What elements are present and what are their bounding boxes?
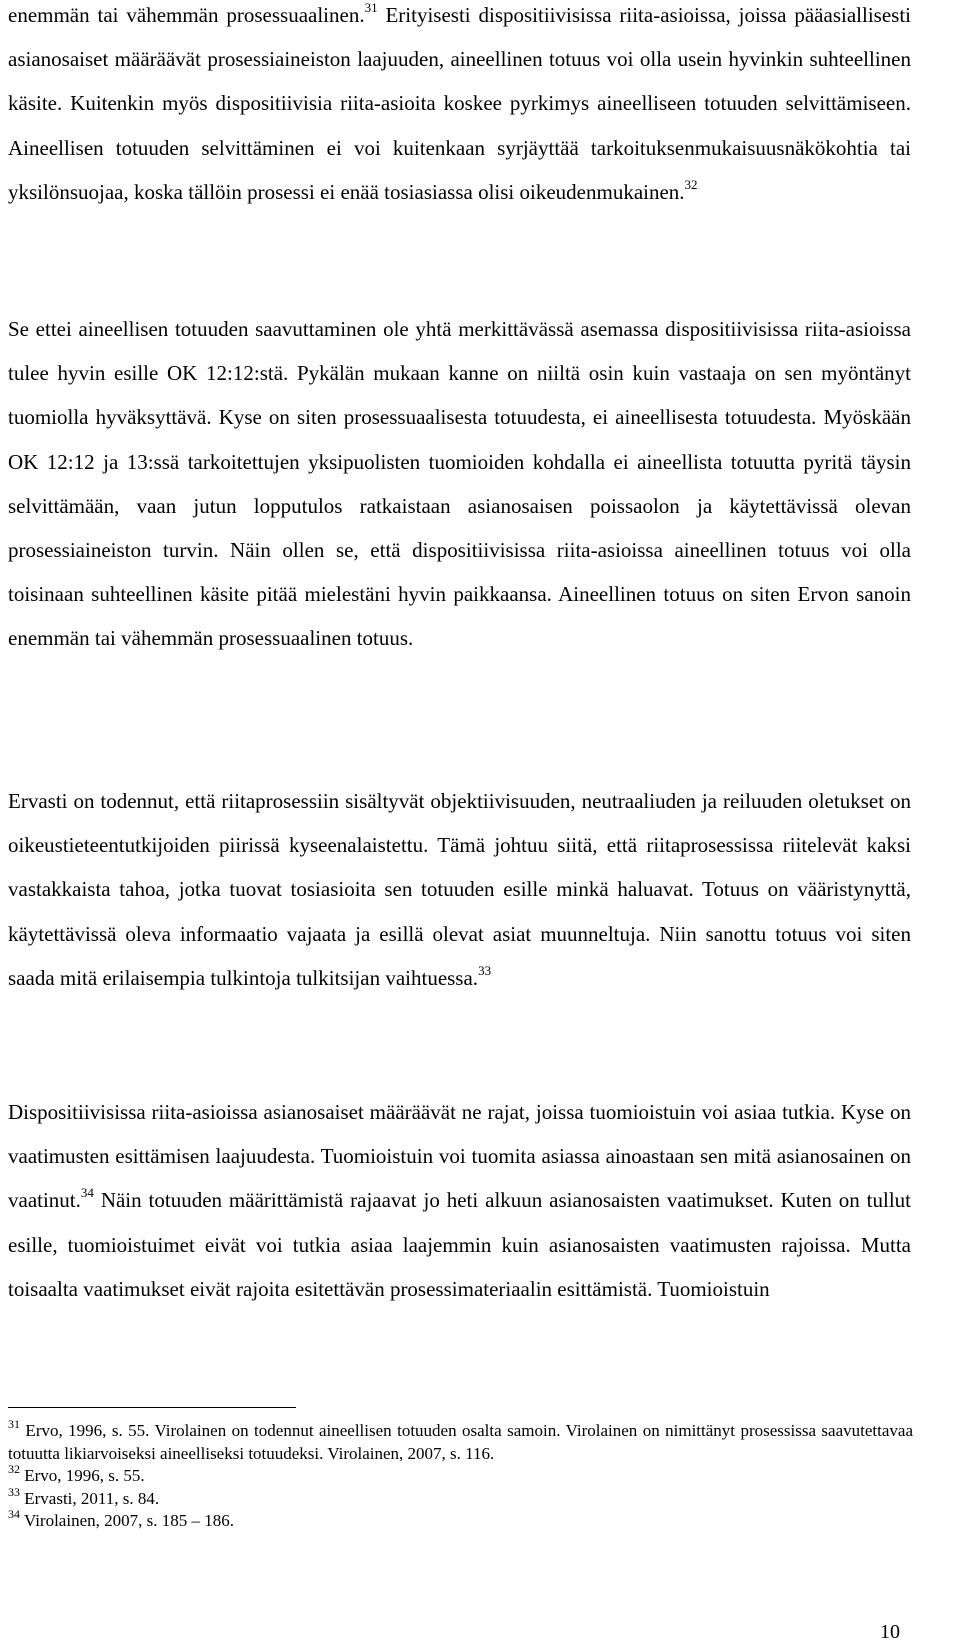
footnote-reference: 32 <box>684 176 698 192</box>
paragraph-text <box>8 1090 911 1311</box>
footnote-number: 31 <box>8 1417 20 1432</box>
footnote-reference: 31 <box>364 0 378 15</box>
footnote <box>8 1462 913 1488</box>
footnote-text: Virolainen, 2007, s. 185 – 186. <box>20 1511 234 1530</box>
body-paragraph <box>8 0 911 214</box>
footnotes-section <box>8 1417 913 1533</box>
footnote-reference: 34 <box>80 1185 94 1201</box>
paragraph-text <box>8 779 911 1000</box>
text-run: Se ettei aineellisen totuuden saavuttaminen ole yhtä merkittävässä asemassa dispositiivisissa riita-asioissa tulee hyvin esille OK 12:12:stä. Pykälän mukaan kanne on niiltä osin kuin vastaaja on sen myöntänyt tuomiolla hyväksyttävä. Kyse on siten prosessuaalisesta totuudesta, ei aineellisesta totuudesta. Myöskään OK 12:12 ja 13:ssä tarkoitettujen yksipuolisten tuomioiden kohdalla ei aineellista totuutta pyritä täysin selvittämään, vaan jutun lopputulos ratkaistaan asianosaisen poissaolon ja käytettävissä olevan prosessiaineiston turvin. Näin ollen se, että dispositiivisissa riita-asioissa aineellinen totuus voi olla toisinaan suhteellinen käsite pitää mielestäni hyvin paikkaansa. Aineellinen totuus on siten Ervon sanoin enemmän tai vähemmän prosessuaalinen totuus. <box>8 317 911 651</box>
footnote-number: 32 <box>8 1462 20 1477</box>
footnote-text: Ervasti, 2011, s. 84. <box>20 1488 160 1508</box>
footnote <box>8 1484 913 1511</box>
text-run: Näin totuuden määrittämistä rajaavat jo heti alkuun asianosaisten vaatimukset. Kuten on tullut esille, tuomioistuimet eivät voi tutkia asiaa laajemmin kuin asianosaisten vaatimusten rajoissa. Mutta toisaalta vaatimukset eivät rajoita esitettävän prosessimateriaalin esittämistä. Tuomioistuin <box>8 1188 911 1301</box>
text-run: Dispositiivisissa riita-asioissa asianosaiset määräävät ne rajat, joissa tuomioistuin voi asiaa tutkia. Kyse on vaatimusten esittämisen laajuudesta. Tuomioistuin voi tuomita asiassa ainoastaan sen mitä asianosainen on vaatinut. <box>8 1100 911 1213</box>
text-run: enemmän tai vähemmän prosessuaalinen. <box>8 3 365 27</box>
body-paragraph <box>8 779 911 1000</box>
footnote <box>8 1417 913 1465</box>
paragraph-text <box>8 0 911 214</box>
paragraph-text <box>8 307 911 661</box>
body-paragraph <box>8 1090 911 1311</box>
text-run: Ervasti on todennut, että riitaprosessiin sisältyvät objektiivisuuden, neutraaliuden ja reiluuden oletukset on oikeustieteentutkijoiden piirissä kyseenalaistettu. Tämä johtuu siitä, että riitaprosessissa riitelevät kaksi vastakkaista tahoa, jotka tuovat tosiasioita sen totuuden esille minkä haluavat. Totuus on vääristynyttä, käytettävissä oleva informaatio vajaata ja esillä olevat asiat muunneltuja. Niin sanottu totuus voi siten saada mitä erilaisempia tulkintoja tulkitsijan vaihtuessa. <box>8 789 911 990</box>
footnote <box>8 1507 913 1533</box>
footnote-separator <box>8 1407 296 1408</box>
footnote-text: Ervo, 1996, s. 55. <box>20 1466 145 1485</box>
footnote-reference: 33 <box>478 962 492 978</box>
body-paragraph <box>8 307 911 661</box>
footnote-text: Ervo, 1996, s. 55. Virolainen on todennut aineellisen totuuden osalta samoin. Virolainen on nimittänyt prosessissa saavutettavaa totuutta likiarvoiseksi aineelliseksi totuudeksi. Virolainen, 2007, s. 116. <box>8 1421 913 1463</box>
footnote-number: 33 <box>8 1484 20 1499</box>
footnote-number: 34 <box>8 1507 20 1522</box>
page-number: 10 <box>880 1621 900 1643</box>
text-run: Erityisesti dispositiivisissa riita-asioissa, joissa pääasiallisesti asianosaiset määräävät prosessiaineiston laajuuden, aineellinen totuus voi olla usein hyvinkin suhteellinen käsite. Kuitenkin myös dispositiivisia riita-asioita koskee pyrkimys aineelliseen totuuden selvittämiseen. Aineellisen totuuden selvittäminen ei voi kuitenkaan syrjäyttää tarkoituksenmukaisuusnäkökohtia tai yksilönsuojaa, koska tällöin prosessi ei enää tosiasiassa olisi oikeudenmukainen. <box>8 3 911 204</box>
